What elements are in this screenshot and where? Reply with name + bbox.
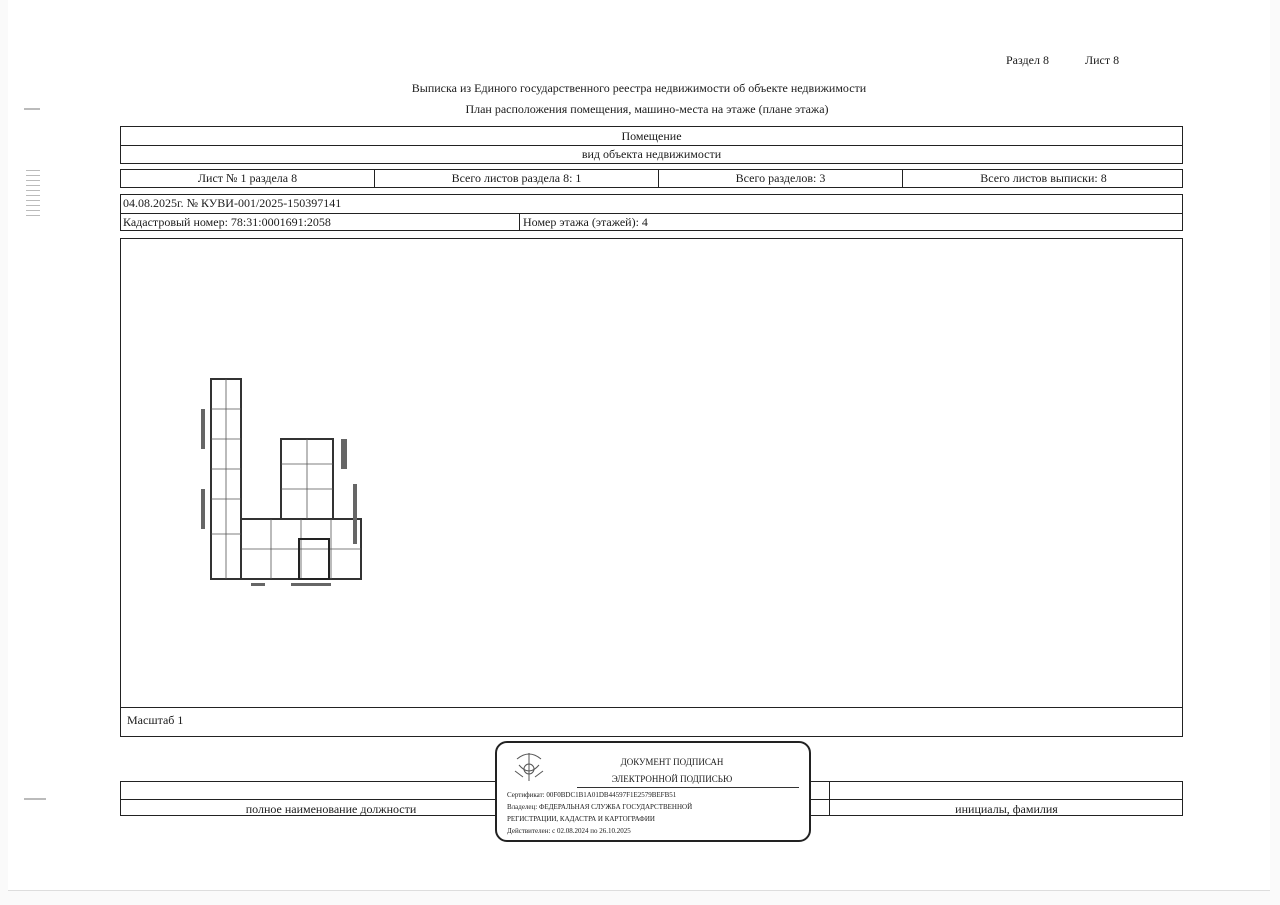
- object-type: Помещение: [121, 127, 1182, 146]
- stamp-owner-2: РЕГИСТРАЦИИ, КАДАСТРА И КАРТОГРАФИИ: [507, 815, 655, 823]
- date-number: 04.08.2025г. № КУВИ-001/2025-150397141: [123, 196, 342, 210]
- scale-label: Масштаб 1: [127, 713, 184, 727]
- stamp-line1: ДОКУМЕНТ ПОДПИСАН: [620, 757, 724, 767]
- position-caption: полное наименование должности: [245, 802, 417, 816]
- floor-plan-drawing: [181, 319, 441, 599]
- record-table: [120, 194, 1183, 231]
- sheet-number: Лист № 1 раздела 8: [197, 171, 298, 185]
- stamp-certificate: Сертификат: 00F0BDC1B1A01DB44597F1E2579BEFB51: [507, 791, 677, 799]
- stamp-line2: ЭЛЕКТРОННОЙ ПОДПИСЬЮ: [611, 774, 733, 784]
- document-sheet: [8, 0, 1270, 891]
- scan-mark: [24, 108, 40, 110]
- stamp-owner: Владелец: ФЕДЕРАЛЬНАЯ СЛУЖБА ГОСУДАРСТВЕННОЙ: [507, 803, 693, 811]
- document-title: Выписка из Единого государственного реестра недвижимости об объекте недвижимости: [411, 81, 867, 95]
- floor-number: Номер этажа (этажей): 4: [523, 215, 648, 229]
- sheets-row: [120, 169, 1183, 188]
- total-sheets: Всего листов выписки: 8: [902, 170, 1184, 187]
- stamp-validity: Действителен: с 02.08.2024 по 26.10.2025: [507, 827, 631, 835]
- object-type-table: [120, 126, 1183, 164]
- floor-plan-area: [120, 238, 1183, 737]
- emblem-icon: [509, 747, 549, 787]
- section-label: Раздел 8: [1006, 53, 1049, 67]
- document-subtitle: План расположения помещения, машино-места на этаже (плане этажа): [465, 102, 829, 116]
- initials-caption: инициалы, фамилия: [955, 802, 1058, 816]
- total-sheets-section: Всего листов раздела 8: 1: [374, 170, 658, 187]
- scan-mark: [24, 798, 46, 800]
- object-type-caption: вид объекта недвижимости: [581, 146, 722, 161]
- sheet-label: Лист 8: [1085, 53, 1120, 67]
- electronic-signature-stamp: [495, 741, 811, 842]
- scan-mark: [26, 170, 40, 220]
- total-sections: Всего разделов: 3: [658, 170, 902, 187]
- cadastral-number: Кадастровый номер: 78:31:0001691:2058: [123, 215, 331, 229]
